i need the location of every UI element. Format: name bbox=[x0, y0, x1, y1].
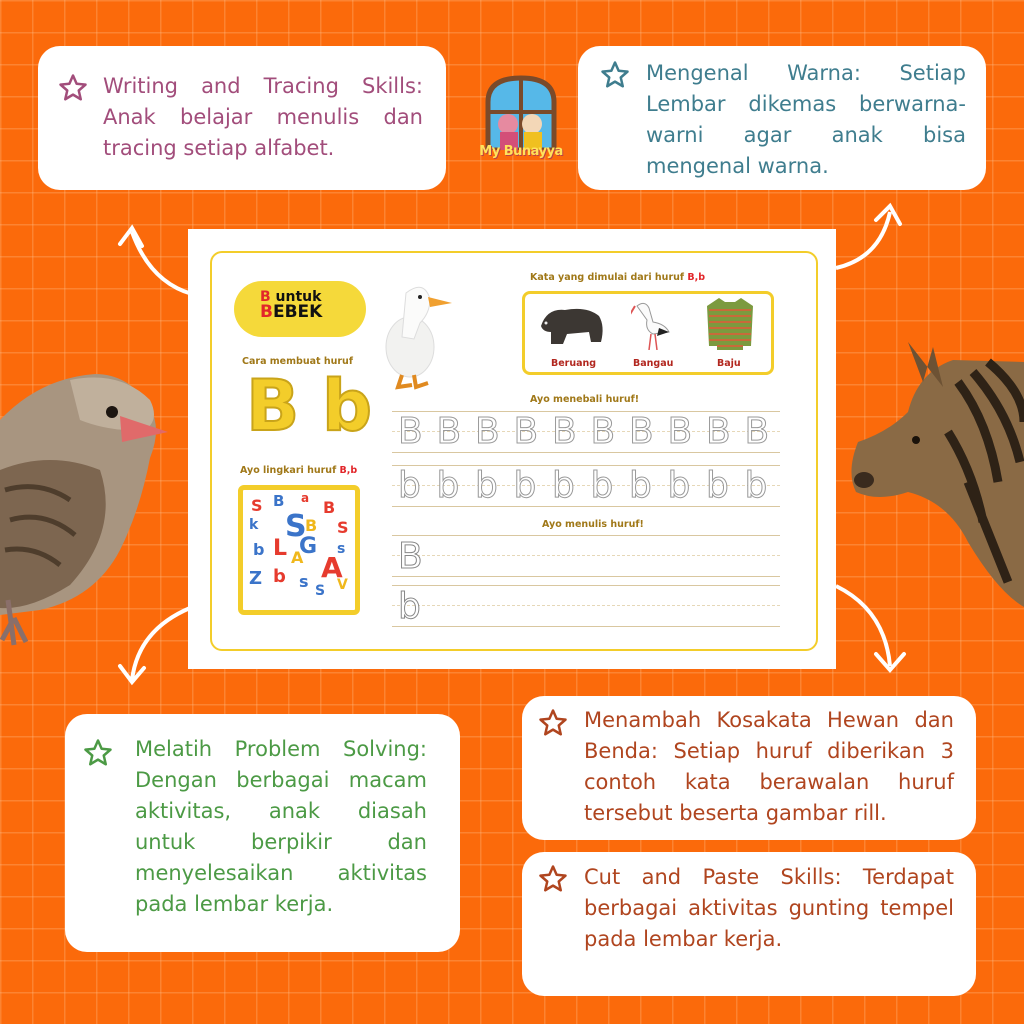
arrow-icon bbox=[110, 222, 200, 302]
write-row-upper bbox=[392, 535, 780, 577]
letter-puzzle bbox=[238, 485, 360, 615]
stork-icon bbox=[631, 298, 671, 350]
puzzle-letter: B bbox=[305, 516, 318, 535]
puzzle-letter: Z bbox=[249, 568, 263, 589]
card-title: Mengenal Warna: bbox=[646, 61, 861, 85]
trace-letter: B bbox=[552, 411, 577, 452]
puzzle-letter: B bbox=[323, 498, 336, 517]
star-icon bbox=[538, 708, 568, 738]
trace-letter: b bbox=[629, 465, 652, 506]
star-icon bbox=[58, 73, 88, 103]
examples-box bbox=[522, 291, 774, 375]
trace-letter: b bbox=[436, 465, 460, 506]
trace-letter: B bbox=[667, 411, 693, 452]
puzzle-letter: S bbox=[315, 583, 326, 599]
arrow-icon bbox=[830, 580, 920, 680]
card-body: Terdapat berbagai aktivitas gunting tempel pada lembar kerja. bbox=[584, 865, 954, 951]
puzzle-letter: S bbox=[337, 518, 349, 537]
trace-letter: B bbox=[436, 411, 462, 452]
bubble-letter: B bbox=[260, 289, 271, 305]
trace-row-lower bbox=[392, 465, 780, 507]
trace-letter: B bbox=[706, 411, 731, 452]
shirt-icon bbox=[705, 296, 755, 352]
card-title: Cut and Paste Skills: bbox=[584, 865, 842, 889]
trace-letter: B bbox=[513, 411, 539, 452]
trace-letter: B bbox=[590, 411, 616, 452]
puzzle-letter: B bbox=[273, 492, 285, 510]
card-body: Anak belajar menulis dan tracing setiap alfabet. bbox=[103, 105, 423, 160]
trace-letter: b bbox=[398, 465, 421, 506]
star-icon bbox=[538, 864, 568, 894]
worksheet-preview bbox=[188, 229, 836, 669]
big-letter-lower: b bbox=[322, 365, 373, 447]
menebali-label: Ayo menebali huruf! bbox=[530, 394, 640, 405]
trace-letter: B bbox=[475, 411, 500, 452]
worksheet-border bbox=[210, 251, 818, 651]
puzzle-letter: L bbox=[273, 536, 288, 561]
card-text bbox=[135, 734, 427, 920]
arrow-icon bbox=[830, 198, 910, 278]
puzzle-letter: S bbox=[251, 496, 263, 515]
trace-letter: b bbox=[513, 465, 537, 506]
trace-letter: B bbox=[629, 411, 654, 452]
write-sample-lower: b bbox=[398, 586, 421, 627]
kata-label: Kata yang dimulai dari huruf B,b bbox=[530, 272, 705, 283]
puzzle-letter: G bbox=[299, 534, 318, 559]
puzzle-letter: A bbox=[291, 548, 304, 567]
puzzle-letter: V bbox=[337, 577, 348, 593]
trace-row-upper bbox=[392, 411, 780, 453]
puzzle-letter: a bbox=[301, 491, 310, 505]
puzzle-letter: s bbox=[337, 541, 346, 557]
puzzle-letter: k bbox=[249, 517, 259, 533]
example-label: Beruang bbox=[551, 358, 597, 369]
puzzle-letter: s bbox=[299, 572, 309, 591]
card-body: Setiap Lembar dikemas berwarna-warni agar anak bisa mengenal warna. bbox=[646, 61, 966, 178]
example-label: Bangau bbox=[633, 358, 674, 369]
card-text bbox=[646, 58, 966, 182]
duck-image bbox=[384, 279, 456, 391]
star-icon bbox=[600, 60, 630, 90]
card-title: Writing and Tracing Skills: bbox=[103, 74, 423, 98]
trace-letter: B bbox=[744, 411, 770, 452]
trace-letter: b bbox=[475, 465, 498, 506]
card-kosakata bbox=[522, 696, 976, 840]
trace-letter: b bbox=[667, 465, 691, 506]
star-icon bbox=[83, 738, 113, 768]
bubble-word-rest: EBEK bbox=[272, 302, 323, 322]
bear-icon bbox=[537, 302, 605, 346]
card-body: Setiap huruf diberikan 3 contoh kata berawalan huruf tersebut beserta gambar rill. bbox=[584, 739, 954, 825]
cara-label: Cara membuat huruf bbox=[242, 356, 353, 367]
zebra-illustration bbox=[848, 342, 1024, 612]
puzzle-letter: S bbox=[285, 509, 307, 544]
trace-letter: b bbox=[552, 465, 575, 506]
puzzle-letter: A bbox=[321, 551, 343, 584]
menulis-label: Ayo menulis huruf! bbox=[542, 519, 644, 530]
big-letter-upper: B bbox=[246, 365, 300, 447]
puzzle-letter: b bbox=[253, 540, 265, 559]
brand-logo bbox=[476, 72, 566, 168]
logo-window-icon bbox=[476, 72, 566, 150]
trace-letter: b bbox=[706, 465, 729, 506]
card-body: Dengan berbagai macam aktivitas, anak diasah untuk berpikir dan menyelesaikan aktivitas pada lembar kerja. bbox=[135, 768, 427, 916]
trace-letter: b bbox=[590, 465, 614, 506]
logo-text: My Bunayya bbox=[479, 144, 563, 159]
lingkari-label: Ayo lingkari huruf B,b bbox=[240, 465, 358, 476]
title-bubble bbox=[234, 281, 366, 337]
bubble-untuk: untuk bbox=[275, 289, 322, 305]
example-label: Baju bbox=[717, 358, 741, 369]
trace-letter: b bbox=[744, 465, 768, 506]
write-sample-upper: B bbox=[398, 536, 423, 577]
card-writing-tracing bbox=[38, 46, 446, 190]
card-cut-paste bbox=[522, 852, 976, 996]
bubble-word-first: B bbox=[260, 302, 273, 322]
card-title: Melatih Problem Solving: bbox=[135, 737, 427, 761]
card-text bbox=[103, 71, 423, 164]
card-text bbox=[584, 705, 954, 829]
arrow-icon bbox=[108, 600, 198, 690]
write-row-lower bbox=[392, 585, 780, 627]
card-text bbox=[584, 862, 954, 955]
trace-letter: B bbox=[398, 411, 423, 452]
card-problem-solving bbox=[65, 714, 460, 952]
card-mengenal-warna bbox=[578, 46, 986, 190]
puzzle-letter: b bbox=[273, 566, 286, 587]
card-title: Menambah Kosakata Hewan dan Benda: bbox=[584, 708, 954, 763]
